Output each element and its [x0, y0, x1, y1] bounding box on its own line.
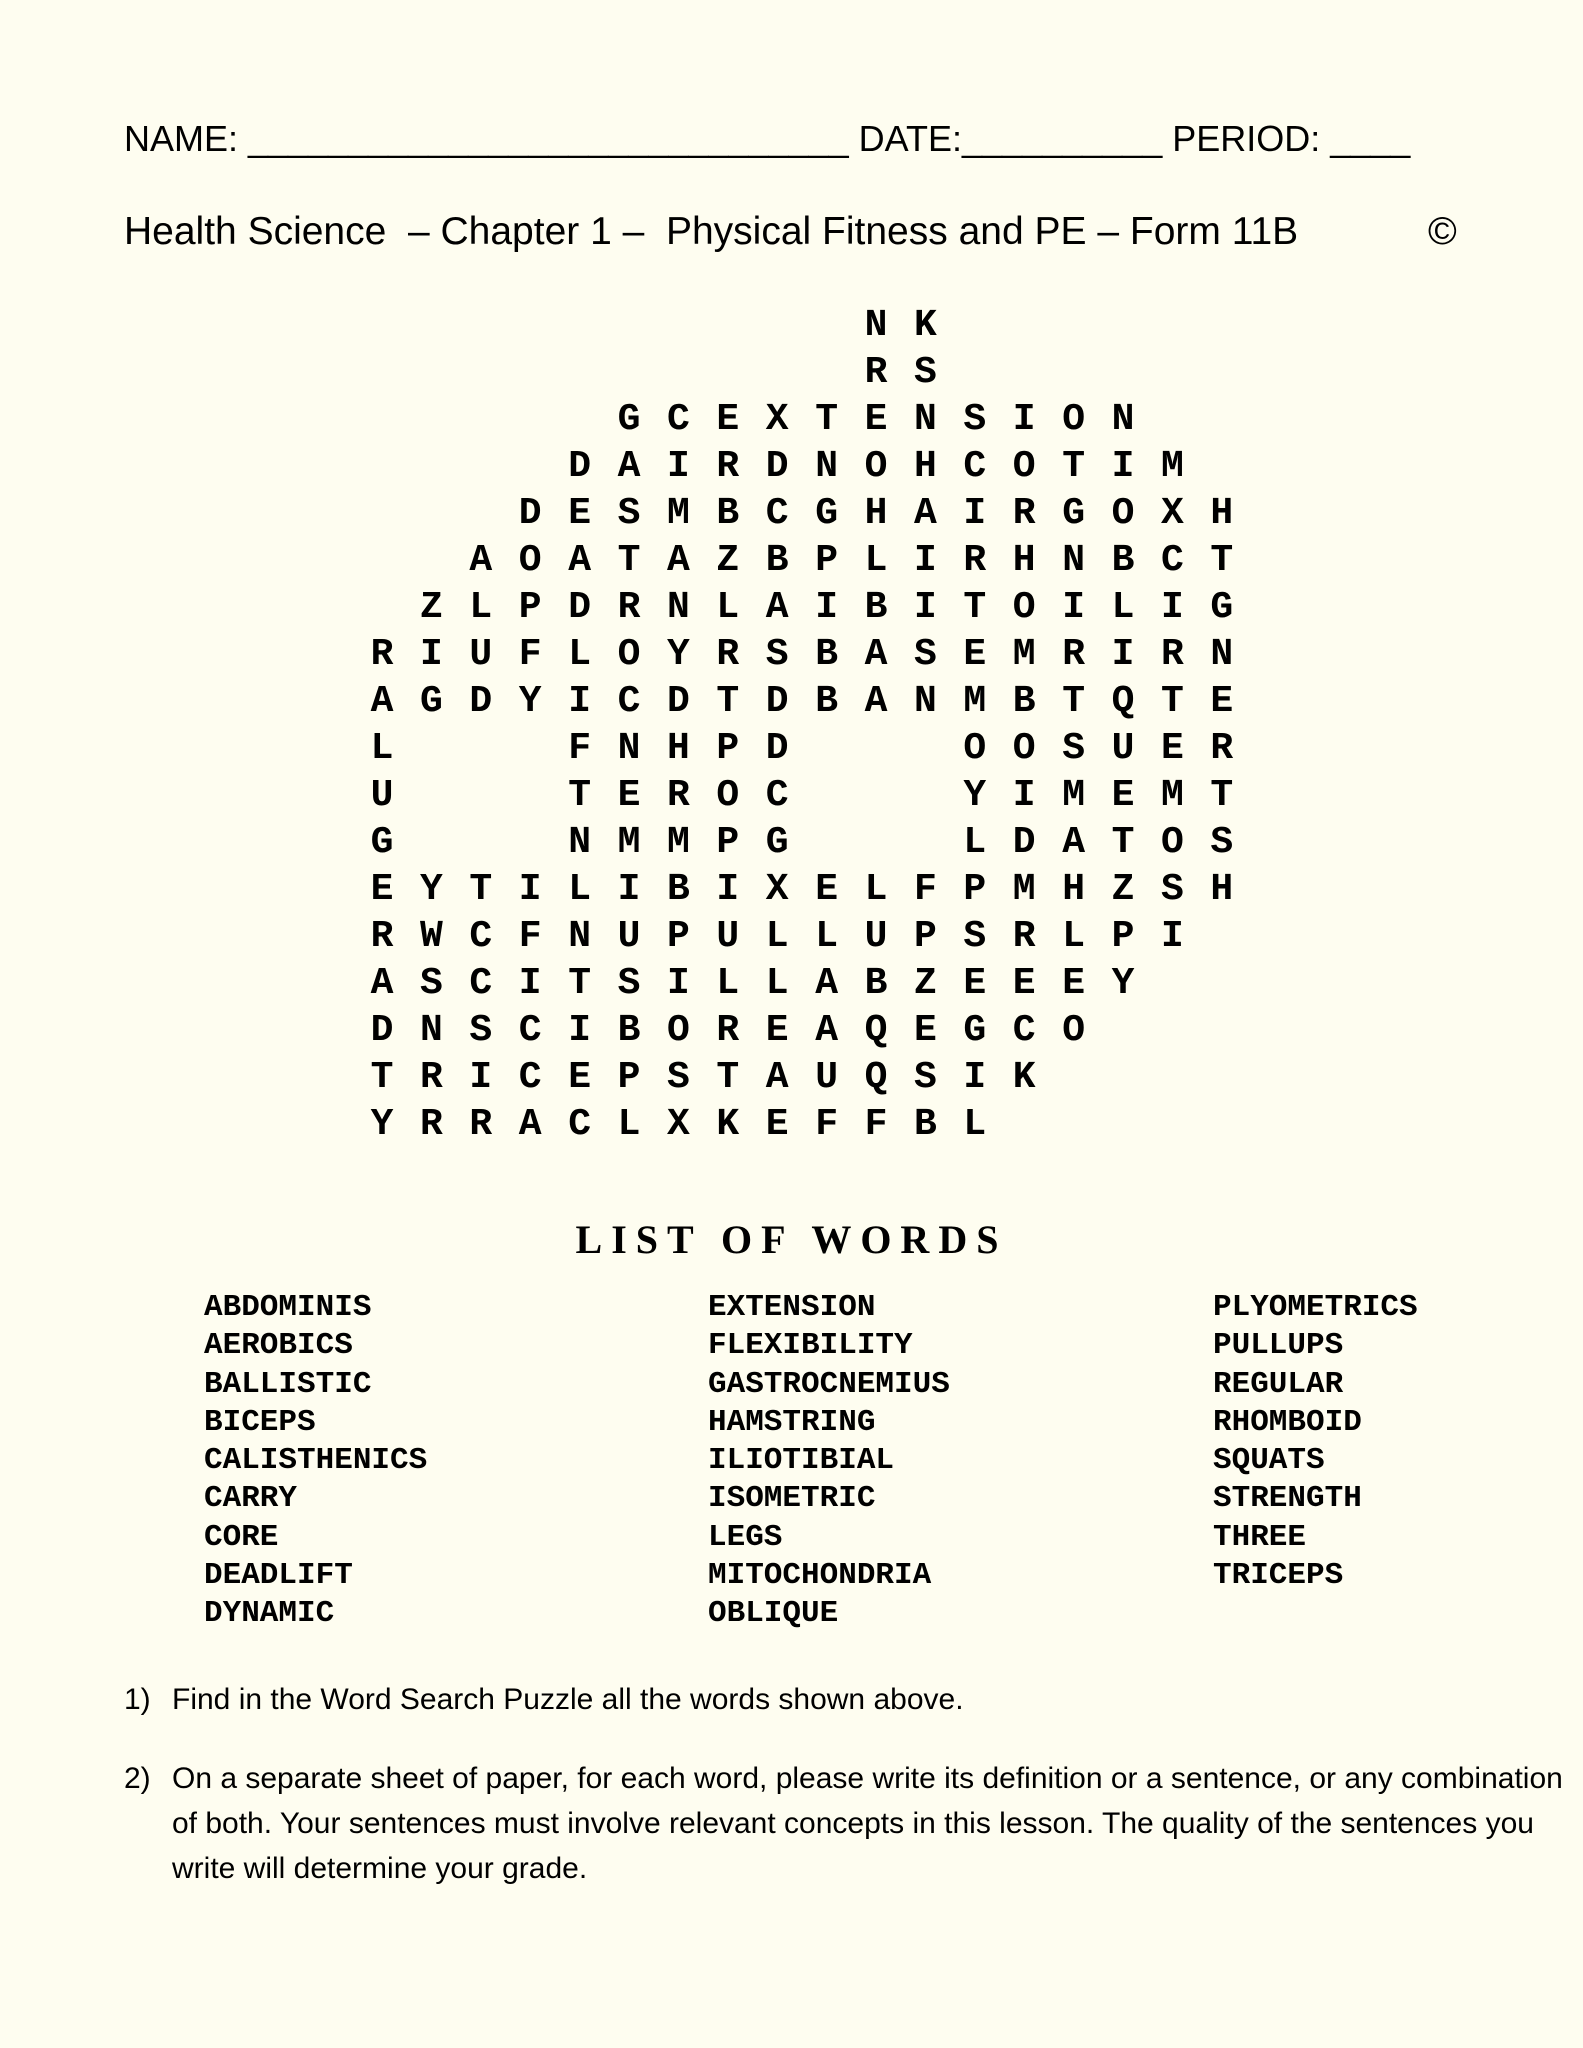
grid-letter: L [1111, 586, 1135, 629]
grid-letter: I [1111, 445, 1135, 488]
grid-letter: I [568, 1009, 591, 1052]
grid-letter: O [963, 727, 987, 770]
grid-letter: T [1210, 539, 1234, 582]
word-list-item: BALLISTIC [204, 1366, 372, 1402]
grid-letter: L [617, 1103, 641, 1146]
grid-letter: M [1012, 633, 1036, 676]
grid-letter: S [419, 962, 443, 1005]
grid-letter: S [617, 492, 641, 535]
grid-letter: P [1111, 915, 1135, 958]
word-list-item: EXTENSION [708, 1290, 876, 1325]
grid-letter: S [963, 398, 987, 441]
word-list-column-1 [204, 1289, 427, 1634]
grid-letter: I [1160, 915, 1184, 958]
grid-letter: B [815, 633, 838, 676]
grid-letter: G [765, 821, 789, 864]
instruction-1 [124, 1677, 1564, 1722]
grid-letter: O [1160, 821, 1184, 864]
grid-letter: B [1111, 539, 1135, 582]
grid-letter: E [765, 1009, 789, 1052]
grid-letter: F [913, 868, 937, 911]
grid-letter: S [1210, 821, 1234, 864]
grid-letter: L [568, 633, 591, 676]
grid-letter: I [1012, 398, 1036, 441]
grid-letter: I [913, 586, 937, 629]
grid-letter: L [963, 1103, 987, 1146]
grid-letter: I [913, 539, 937, 582]
grid-letter: L [864, 868, 888, 911]
grid-letter: B [864, 586, 888, 629]
grid-letter: Q [1111, 680, 1135, 723]
grid-letter: A [864, 633, 888, 676]
grid-letter: S [617, 962, 641, 1005]
grid-letter: U [617, 915, 641, 958]
grid-letter: T [370, 1056, 394, 1099]
grid-letter: L [765, 915, 789, 958]
grid-letter: G [815, 492, 838, 535]
grid-letter: E [716, 398, 740, 441]
grid-letter: S [469, 1009, 493, 1052]
grid-letter: A [518, 1103, 542, 1146]
grid-letter: R [370, 915, 394, 958]
grid-letter: I [815, 586, 838, 629]
grid-letter: A [815, 1009, 838, 1052]
grid-letter: S [913, 633, 937, 676]
grid-letter: R [666, 774, 690, 817]
grid-letter: Y [1111, 962, 1135, 1005]
grid-letter: T [568, 774, 591, 817]
grid-letter: I [1012, 774, 1036, 817]
grid-letter: R [370, 633, 394, 676]
grid-letter: C [666, 398, 690, 441]
instruction-2 [124, 1756, 1564, 1896]
grid-letter: T [617, 539, 641, 582]
word-list-item: CALISTHENICS [204, 1443, 428, 1479]
grid-letter: I [963, 1056, 987, 1099]
grid-letter: K [913, 304, 937, 347]
grid-letter: U [716, 915, 740, 958]
word-list-item: BICEPS [204, 1404, 316, 1440]
grid-letter: F [568, 727, 591, 770]
grid-letter: N [617, 727, 641, 770]
word-list-item: DYNAMIC [204, 1596, 335, 1632]
word-list-item: FLEXIBILITY [708, 1328, 913, 1364]
grid-letter: A [370, 962, 394, 1005]
grid-letter: I [518, 962, 542, 1005]
grid-letter: I [1160, 586, 1184, 629]
grid-letter: B [864, 962, 888, 1005]
grid-letter: N [1111, 398, 1135, 441]
grid-letter: E [617, 774, 641, 817]
grid-letter: A [370, 680, 394, 723]
grid-letter: M [1160, 774, 1184, 817]
grid-letter: N [913, 398, 937, 441]
grid-letter: A [617, 445, 641, 488]
word-list-column-3 [1213, 1289, 1418, 1595]
grid-letter: D [1012, 821, 1036, 864]
grid-letter: G [370, 821, 394, 864]
grid-letter: R [1012, 492, 1036, 535]
grid-letter: I [469, 1056, 493, 1099]
grid-letter: X [765, 868, 789, 911]
grid-letter: L [815, 915, 838, 958]
grid-letter: U [370, 774, 394, 817]
word-list-item: DEADLIFT [204, 1558, 353, 1594]
grid-letter: M [666, 821, 690, 864]
grid-letter: R [716, 445, 740, 488]
instruction-number: 2) [124, 1762, 151, 1795]
word-list-item: CORE [204, 1519, 279, 1555]
grid-letter: H [1210, 492, 1234, 535]
name-date-period-line: NAME: ______________________________ DATE:__________ PERIOD: ____ [124, 118, 1411, 159]
grid-letter: B [1012, 680, 1036, 723]
grid-letter: O [1012, 445, 1036, 488]
word-list-item: HAMSTRING [708, 1404, 876, 1440]
page-title: Health Science – Chapter 1 – Physical Fitness and PE – Form 11B [124, 210, 1299, 253]
grid-letter: G [1210, 586, 1234, 629]
grid-letter: I [568, 680, 591, 723]
grid-letter: D [666, 680, 690, 723]
grid-letter: M [963, 680, 987, 723]
grid-letter: E [1111, 774, 1135, 817]
grid-letter: N [568, 821, 591, 864]
grid-letter: R [419, 1056, 443, 1099]
grid-letter: R [617, 586, 641, 629]
grid-letter: S [913, 351, 937, 394]
word-list-item: ILIOTIBIAL [708, 1443, 895, 1479]
grid-letter: T [568, 962, 591, 1005]
grid-letter: D [469, 680, 493, 723]
grid-letter: S [765, 633, 789, 676]
grid-letter: G [963, 1009, 987, 1052]
word-list-item: ABDOMINIS [204, 1290, 372, 1325]
grid-letter: K [1012, 1056, 1036, 1099]
grid-letter: O [1062, 1009, 1085, 1052]
grid-letter: E [963, 962, 987, 1005]
grid-letter: R [419, 1103, 443, 1146]
grid-letter: U [864, 915, 888, 958]
grid-letter: Z [1111, 868, 1135, 911]
word-list-item: CARRY [204, 1481, 298, 1517]
grid-letter: P [815, 539, 838, 582]
grid-letter: E [765, 1103, 789, 1146]
grid-letter: Q [864, 1056, 888, 1099]
word-list-item: PLYOMETRICS [1213, 1290, 1418, 1325]
grid-letter: Y [963, 774, 987, 817]
grid-letter: F [864, 1103, 888, 1146]
grid-letter: O [1111, 492, 1135, 535]
word-list-item: THREE [1213, 1519, 1307, 1555]
grid-letter: D [370, 1009, 394, 1052]
grid-letter: R [864, 351, 888, 394]
grid-letter: N [419, 1009, 443, 1052]
word-list-item: GASTROCNEMIUS [708, 1366, 950, 1402]
grid-letter: X [765, 398, 789, 441]
grid-letter: U [1111, 727, 1135, 770]
instruction-text: On a separate sheet of paper, for each word, please write its definition or a sentence, or any combination of both. Your sentences must involve relevant concepts in this lesson. The quality of the sentences you write will determine your grade. [172, 1762, 1563, 1885]
grid-letter: F [518, 915, 542, 958]
grid-letter: T [469, 868, 493, 911]
grid-letter: Z [716, 539, 740, 582]
grid-letter: M [666, 492, 690, 535]
grid-letter: X [1160, 492, 1184, 535]
grid-letter: A [815, 962, 838, 1005]
grid-letter: I [1111, 633, 1135, 676]
word-list-item: AEROBICS [204, 1328, 353, 1364]
instruction-text: Find in the Word Search Puzzle all the words shown above. [172, 1683, 964, 1716]
grid-letter: U [469, 633, 493, 676]
grid-letter: E [1062, 962, 1085, 1005]
grid-letter: T [815, 398, 838, 441]
grid-letter: A [666, 539, 690, 582]
grid-letter: O [864, 445, 888, 488]
grid-letter: O [666, 1009, 690, 1052]
grid-letter: R [469, 1103, 493, 1146]
grid-letter: Y [666, 633, 690, 676]
grid-letter: P [617, 1056, 641, 1099]
grid-letter: S [1062, 727, 1085, 770]
grid-letter: A [765, 1056, 789, 1099]
grid-letter: E [1210, 680, 1234, 723]
grid-letter: I [518, 868, 542, 911]
grid-letter: E [1160, 727, 1184, 770]
grid-letter: E [1012, 962, 1036, 1005]
grid-letter: L [963, 821, 987, 864]
grid-letter: P [913, 915, 937, 958]
grid-letter: R [716, 1009, 740, 1052]
grid-letter: Y [370, 1103, 394, 1146]
grid-letter: D [765, 727, 789, 770]
grid-letter: T [1062, 445, 1085, 488]
grid-letter: F [815, 1103, 838, 1146]
word-list-title: LIST OF WORDS [575, 1217, 1008, 1262]
grid-letter: R [1012, 915, 1036, 958]
grid-letter: L [765, 962, 789, 1005]
grid-letter: S [1160, 868, 1184, 911]
grid-letter: D [765, 445, 789, 488]
grid-letter: L [370, 727, 394, 770]
grid-letter: M [1012, 868, 1036, 911]
grid-letter: C [1160, 539, 1184, 582]
grid-letter: Q [864, 1009, 888, 1052]
grid-letter: L [864, 539, 888, 582]
grid-letter: T [1210, 774, 1234, 817]
grid-letter: C [518, 1009, 542, 1052]
grid-letter: M [1160, 445, 1184, 488]
grid-letter: N [864, 304, 888, 347]
grid-letter: K [716, 1103, 740, 1146]
grid-letter: L [716, 586, 740, 629]
grid-letter: C [568, 1103, 591, 1146]
grid-letter: N [815, 445, 838, 488]
grid-letter: G [419, 680, 443, 723]
grid-letter: P [716, 821, 740, 864]
grid-letter: N [568, 915, 591, 958]
grid-letter: B [815, 680, 838, 723]
grid-letter: T [1062, 680, 1085, 723]
grid-letter: S [963, 915, 987, 958]
word-list-item: TRICEPS [1213, 1558, 1344, 1594]
grid-letter: B [617, 1009, 641, 1052]
grid-letter: C [469, 915, 493, 958]
grid-letter: O [518, 539, 542, 582]
grid-letter: H [913, 445, 937, 488]
grid-letter: G [1062, 492, 1085, 535]
grid-letter: E [864, 398, 888, 441]
word-list-item: STRENGTH [1213, 1481, 1362, 1517]
grid-letter: W [419, 915, 443, 958]
grid-letter: O [617, 633, 641, 676]
grid-letter: C [765, 774, 789, 817]
grid-letter: H [864, 492, 888, 535]
grid-letter: L [469, 586, 493, 629]
grid-letter: E [568, 492, 591, 535]
grid-letter: R [1062, 633, 1085, 676]
grid-letter: O [716, 774, 740, 817]
word-list-item: LEGS [708, 1519, 783, 1555]
grid-letter: A [469, 539, 493, 582]
instruction-number: 1) [124, 1683, 151, 1716]
grid-letter: Y [419, 868, 443, 911]
grid-letter: C [518, 1056, 542, 1099]
grid-letter: Y [518, 680, 542, 723]
grid-letter: L [1062, 915, 1085, 958]
grid-letter: A [765, 586, 789, 629]
grid-letter: A [1062, 821, 1085, 864]
grid-letter: H [1062, 868, 1085, 911]
grid-letter: B [666, 868, 690, 911]
grid-letter: T [716, 1056, 740, 1099]
copyright-symbol: © [1428, 210, 1457, 253]
grid-letter: Z [913, 962, 937, 1005]
grid-letter: A [864, 680, 888, 723]
grid-letter: P [716, 727, 740, 770]
grid-letter: I [716, 868, 740, 911]
grid-letter: L [716, 962, 740, 1005]
grid-letter: N [1062, 539, 1085, 582]
grid-letter: H [666, 727, 690, 770]
word-list-item: RHOMBOID [1213, 1404, 1362, 1440]
grid-letter: C [765, 492, 789, 535]
grid-letter: T [1160, 680, 1184, 723]
grid-letter: D [568, 445, 591, 488]
grid-letter: H [1210, 868, 1234, 911]
grid-letter: B [913, 1103, 937, 1146]
grid-letter: P [963, 868, 987, 911]
word-list-item: REGULAR [1213, 1366, 1344, 1402]
grid-letter: O [1062, 398, 1085, 441]
grid-letter: A [568, 539, 591, 582]
grid-letter: O [1012, 727, 1036, 770]
grid-letter: F [518, 633, 542, 676]
grid-letter: E [913, 1009, 937, 1052]
grid-letter: P [666, 915, 690, 958]
grid-letter: M [617, 821, 641, 864]
grid-letter: P [518, 586, 542, 629]
grid-letter: I [666, 445, 690, 488]
word-list-item: MITOCHONDRIA [708, 1558, 932, 1594]
grid-letter: T [963, 586, 987, 629]
word-list-item: SQUATS [1213, 1443, 1325, 1479]
word-list-item: PULLUPS [1213, 1328, 1344, 1364]
grid-letter: D [765, 680, 789, 723]
grid-letter: I [419, 633, 443, 676]
grid-letter: D [568, 586, 591, 629]
grid-letter: R [1160, 633, 1184, 676]
word-list-item: ISOMETRIC [708, 1481, 876, 1517]
word-list-item: OBLIQUE [708, 1596, 839, 1632]
grid-letter: D [518, 492, 542, 535]
grid-letter: C [963, 445, 987, 488]
grid-letter: R [716, 633, 740, 676]
grid-letter: X [666, 1103, 690, 1146]
grid-letter: E [568, 1056, 591, 1099]
grid-letter: S [666, 1056, 690, 1099]
grid-letter: G [617, 398, 641, 441]
grid-letter: E [963, 633, 987, 676]
grid-letter: N [666, 586, 690, 629]
grid-letter: M [1062, 774, 1085, 817]
word-list-column-2 [708, 1289, 950, 1634]
grid-letter: T [1111, 821, 1135, 864]
grid-letter: I [963, 492, 987, 535]
grid-letter: R [963, 539, 987, 582]
grid-letter: I [666, 962, 690, 1005]
grid-letter: C [469, 962, 493, 1005]
grid-letter: B [765, 539, 789, 582]
grid-letter: N [913, 680, 937, 723]
grid-letter: Z [419, 586, 443, 629]
grid-letter: I [1062, 586, 1085, 629]
grid-letter: S [913, 1056, 937, 1099]
grid-letter: I [617, 868, 641, 911]
grid-letter: R [1210, 727, 1234, 770]
grid-letter: B [716, 492, 740, 535]
grid-letter: A [913, 492, 937, 535]
grid-letter: U [815, 1056, 838, 1099]
grid-letter: C [1012, 1009, 1036, 1052]
grid-letter: E [370, 868, 394, 911]
grid-letter: E [815, 868, 838, 911]
grid-letter: L [568, 868, 591, 911]
grid-letter: C [617, 680, 641, 723]
grid-letter: N [1210, 633, 1234, 676]
grid-letter: H [1012, 539, 1036, 582]
grid-letter: T [716, 680, 740, 723]
grid-letter: O [1012, 586, 1036, 629]
